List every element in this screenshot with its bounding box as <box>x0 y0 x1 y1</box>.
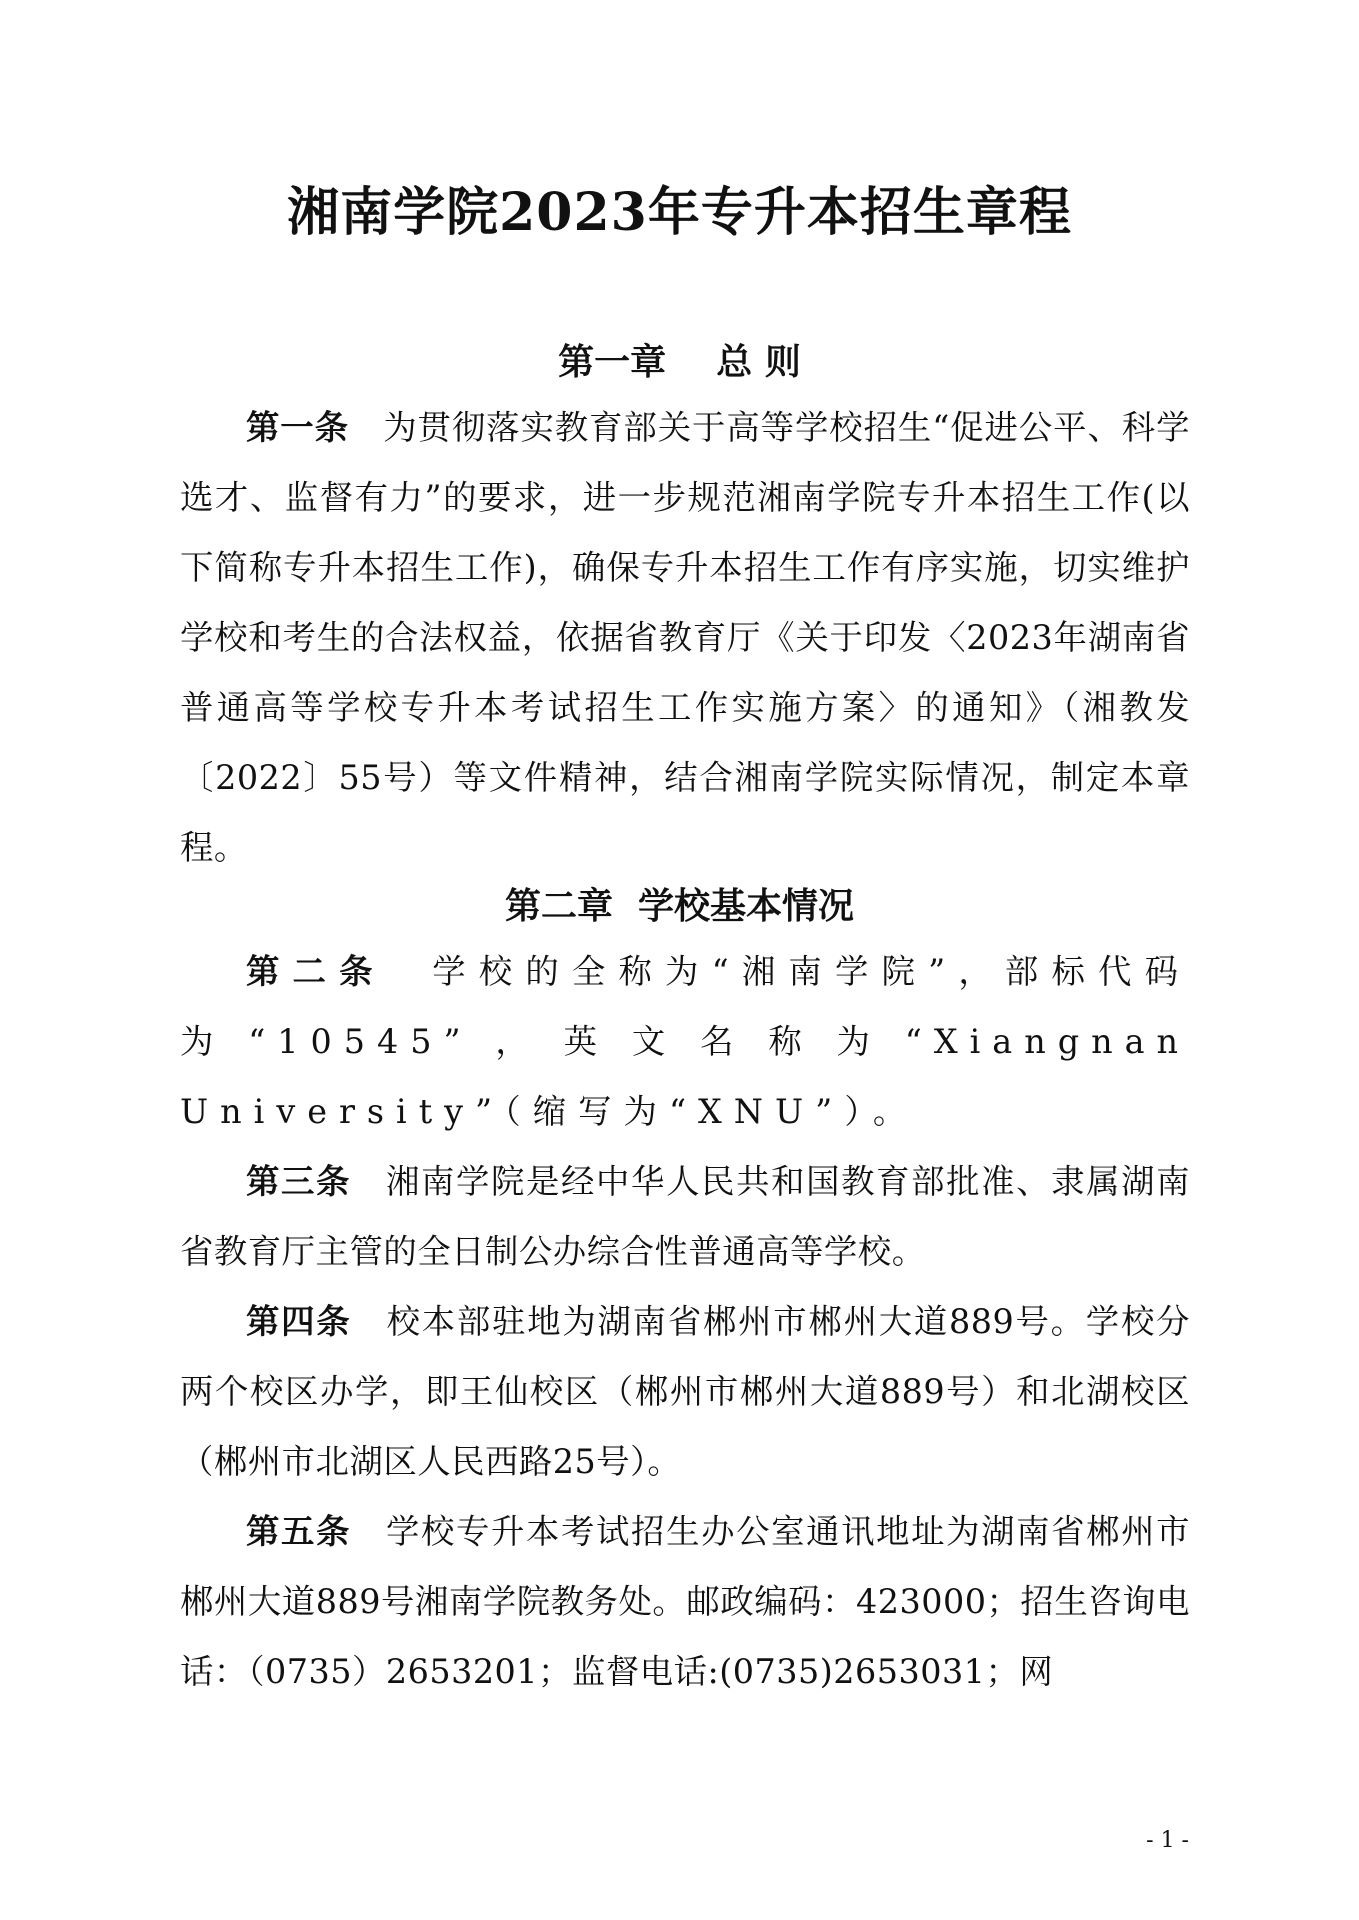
article-3-label: 第三条 <box>246 1162 352 1201</box>
article-5-text: 学校专升本考试招生办公室通讯地址为湖南省郴州市郴州大道889号湘南学院教务处。邮政编码：423000；招生咨询电话：（0735）2653201；监督电话:(0735)2653031；网 <box>180 1512 1191 1691</box>
article-5 <box>180 1497 1190 1707</box>
article-3 <box>180 1147 1190 1287</box>
article-1-label: 第一条 <box>246 408 349 447</box>
article-2-label: 第二条 <box>246 952 386 991</box>
article-4-label: 第四条 <box>246 1302 352 1341</box>
article-5-label: 第五条 <box>246 1512 352 1551</box>
page-number: - 1 - <box>1146 1828 1189 1853</box>
chapter-1-heading: 第一章 总 则 <box>558 342 801 383</box>
article-3-text: 湘南学院是经中华人民共和国教育部批准、隶属湖南省教育厅主管的全日制公办综合性普通高等学校。 <box>180 1162 1191 1271</box>
article-2-text: 学校的全称为“湘南学院”，部标代码为“10545”，英文名称为“Xiangnan University”（缩写为“XNU”）。 <box>180 952 1190 1131</box>
article-4-text: 校本部驻地为湖南省郴州市郴州大道889号。学校分两个校区办学，即王仙校区（郴州市郴州大道889号）和北湖校区（郴州市北湖区人民西路25号）。 <box>180 1302 1191 1481</box>
article-4 <box>180 1287 1190 1497</box>
article-1 <box>180 393 1190 883</box>
document-title: 湘南学院2023年专升本招生章程 <box>287 182 1072 243</box>
article-1-text: 为贯彻落实教育部关于高等学校招生“促进公平、科学选才、监督有力”的要求，进一步规范湘南学院专升本招生工作(以下简称专升本招生工作)，确保专升本招生工作有序实施，切实维护学校和考生的合法权益，依据省教育厅《关于印发〈2023年湖南省普通高等学校专升本考试招生工作实施方案〉的通知》（湘教发〔2022〕55号）等文件精神，结合湘南学院实际情况，制定本章程。 <box>180 408 1190 867</box>
article-2 <box>180 937 1190 1147</box>
chapter-2-heading: 第二章 学校基本情况 <box>504 886 855 927</box>
